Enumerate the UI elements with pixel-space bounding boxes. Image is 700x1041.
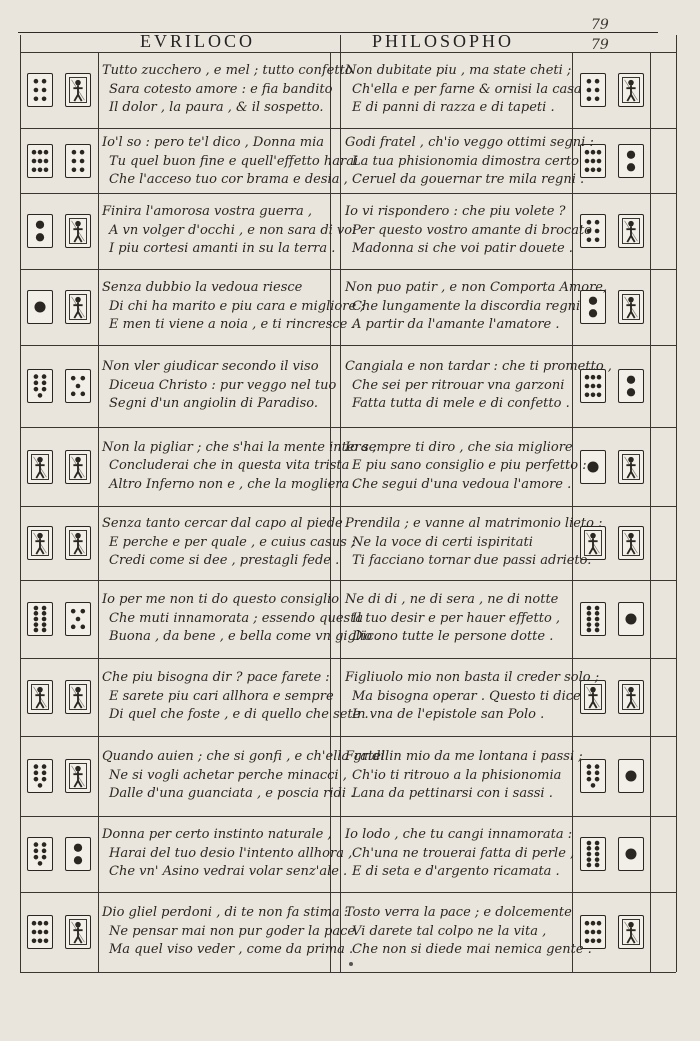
dice-pips-icon: [619, 760, 643, 792]
left-card-1-figure-icon: [27, 526, 53, 560]
verse-line: Che muti innamorata ; essendo questa: [109, 610, 364, 626]
verse-line: A vn volger d'occhi , e non sara di voi: [109, 222, 357, 238]
dice-pips-icon: [581, 74, 605, 106]
verse-line: Io sempre ti diro , che sia migliore: [345, 439, 573, 455]
right-stanza: [345, 904, 592, 960]
page-footer-mark: [349, 962, 353, 966]
verse-line: A partir da l'amante l'amatore .: [352, 317, 560, 332]
verse-line: Donna per certo instinto naturale ,: [102, 827, 332, 842]
verse-line: Che lungamente la discordia regni: [352, 298, 581, 314]
verse-line: Il tuo desir e per hauer effetto ,: [352, 610, 561, 626]
figure-icon: [66, 760, 90, 792]
dice-pips-icon: [28, 370, 52, 402]
left-stanza: [102, 134, 358, 190]
figure-icon: [28, 527, 52, 559]
verse-line: Vi darete tal colpo ne la vita ,: [352, 923, 547, 939]
dice-pips-icon: [28, 291, 52, 323]
verse-line: Ch'io ti ritrouo a la phisionomia: [352, 767, 562, 783]
figure-icon: [619, 74, 643, 106]
dice-pips-icon: [581, 603, 605, 635]
verse-line: Il dolor , la paura , & il sospetto.: [109, 100, 324, 115]
right-stanza: [345, 515, 602, 571]
verse-line: Che segui d'una vedoua l'amore .: [352, 476, 572, 492]
verse-line: Ma bisogna operar . Questo ti dice: [352, 688, 581, 704]
right-card-1-dice-icon: [580, 759, 606, 793]
right-stanza: [345, 358, 612, 414]
figure-icon: [619, 291, 643, 323]
figure-icon: [66, 215, 90, 247]
right-stanza: [345, 203, 592, 259]
column-rule: [98, 52, 99, 972]
figure-icon: [66, 451, 90, 483]
left-card-1-dice-icon: [27, 73, 53, 107]
verse-line: Non la pigliar ; che s'hai la mente intera ;: [102, 439, 378, 455]
right-card-2-figure-icon: [618, 680, 644, 714]
dice-pips-icon: [28, 145, 52, 177]
verse-line: Harai del tuo desio l'intento allhora ,: [109, 845, 353, 861]
verse-line: Godi fratel , ch'io veggo ottimi segni :: [345, 135, 594, 150]
figure-icon: [619, 527, 643, 559]
right-card-2-dice-icon: [618, 144, 644, 178]
dice-pips-icon: [28, 215, 52, 247]
right-card-1-dice-icon: [580, 837, 606, 871]
dice-pips-icon: [66, 145, 90, 177]
verse-line: Non puo patir , e non Comporta Amore,: [345, 280, 608, 295]
dice-pips-icon: [619, 145, 643, 177]
left-card-1-figure-icon: [27, 680, 53, 714]
verse-line: Io'l so : pero te'l dico , Donna mia: [102, 135, 325, 150]
dice-pips-icon: [28, 74, 52, 106]
figure-icon: [66, 291, 90, 323]
left-stanza: [102, 748, 385, 804]
right-stanza: [345, 134, 594, 190]
verse-line: Buona , da bene , e bella come vn giglio .: [109, 629, 381, 644]
column-rule: [650, 52, 651, 972]
left-stanza: [102, 669, 369, 725]
verse-line: Dalle d'una guanciata , e poscia ridi .: [109, 786, 355, 801]
left-card-1-dice-icon: [27, 759, 53, 793]
left-card-2-figure-icon: [65, 526, 91, 560]
right-card-2-figure-icon: [618, 73, 644, 107]
dice-pips-icon: [28, 838, 52, 870]
verse-line: Senza tanto cercar dal capo al piede: [102, 516, 343, 531]
left-card-2-dice-icon: [65, 369, 91, 403]
verse-line: Cangiala e non tardar : che ti prometto ,: [345, 359, 612, 374]
left-card-1-dice-icon: [27, 144, 53, 178]
column-rule: [676, 35, 677, 972]
right-card-1-dice-icon: [580, 73, 606, 107]
row-rule: [20, 972, 676, 973]
row-rule: [20, 506, 676, 507]
verse-line: Ch'una ne trouerai fatta di perle ,: [352, 845, 575, 861]
verse-line: Tutto zucchero , e mel ; tutto confetto: [102, 63, 353, 78]
verse-line: E men ti viene a noia , e ti rincresce .: [109, 317, 356, 332]
left-stanza: [102, 62, 353, 118]
left-stanza: [102, 904, 355, 960]
row-rule: [20, 128, 676, 129]
right-card-2-dice-icon: [618, 602, 644, 636]
verse-line: Ma quel viso veder , come da prima .: [109, 942, 354, 957]
left-card-2-dice-icon: [65, 144, 91, 178]
left-card-2-figure-icon: [65, 759, 91, 793]
verse-line: Diceua Christo : pur veggo nel tuo: [109, 377, 337, 393]
row-rule: [20, 816, 676, 817]
left-card-2-figure-icon: [65, 680, 91, 714]
left-card-1-dice-icon: [27, 915, 53, 949]
verse-line: Che non si diede mai nemica gente .: [352, 942, 592, 957]
verse-line: Figliuolo mio non basta il creder solo ;: [345, 670, 600, 685]
dice-pips-icon: [619, 838, 643, 870]
left-card-1-dice-icon: [27, 837, 53, 871]
left-card-2-figure-icon: [65, 214, 91, 248]
verse-line: Ne si vogli achetar perche minacci ,: [109, 767, 347, 783]
verse-line: Io vi rispondero : che piu volete ?: [345, 204, 566, 219]
row-rule: [20, 892, 676, 893]
figure-icon: [66, 74, 90, 106]
figure-icon: [66, 916, 90, 948]
verse-line: La tua phisionomia dimostra certo: [352, 153, 579, 169]
verse-line: Fratellin mio da me lontana i passi ;: [345, 749, 583, 764]
left-card-2-dice-icon: [65, 837, 91, 871]
verse-line: E perche e per quale , e cuius casus ;: [109, 534, 356, 550]
row-rule: [20, 52, 676, 53]
verse-line: Tu quel buon fine e quell'effetto harai: [109, 153, 359, 169]
figure-icon: [619, 215, 643, 247]
verse-line: Io lodo , che tu cangi innamorata :: [345, 827, 573, 842]
verse-line: Che vn' Asino vedrai volar senz'ale .: [109, 864, 348, 879]
right-card-2-figure-icon: [618, 526, 644, 560]
figure-icon: [28, 451, 52, 483]
verse-line: Altro Inferno non e , che la mogliera .: [109, 476, 358, 492]
right-card-2-dice-icon: [618, 837, 644, 871]
verse-line: Madonna si che voi patir douete .: [352, 241, 573, 256]
verse-line: Ceruel da gouernar tre mila regni .: [352, 172, 585, 187]
left-card-2-figure-icon: [65, 450, 91, 484]
right-stanza: [345, 669, 599, 725]
dice-pips-icon: [28, 603, 52, 635]
dice-pips-icon: [581, 760, 605, 792]
dice-pips-icon: [619, 370, 643, 402]
verse-line: Concluderai che in questa vita trista: [109, 458, 350, 473]
dice-pips-icon: [619, 603, 643, 635]
figure-icon: [619, 916, 643, 948]
verse-line: Ne pensar mai non pur goder la pace: [109, 923, 356, 939]
verse-line: Dio gliel perdoni , di te non fa stima :: [102, 905, 349, 920]
verse-line: Che l'acceso tuo cor brama e desia ,: [109, 172, 348, 187]
right-card-2-figure-icon: [618, 290, 644, 324]
right-stanza: [345, 439, 587, 495]
running-header-left: EVRILOCO: [140, 31, 255, 51]
dice-pips-icon: [581, 838, 605, 870]
left-card-1-dice-icon: [27, 602, 53, 636]
running-header-right: PHILOSOPHO: [372, 31, 515, 51]
left-stanza: [102, 591, 380, 647]
right-card-2-figure-icon: [618, 915, 644, 949]
verse-line: E di seta e d'argento ricamata .: [352, 864, 560, 879]
left-stanza: [102, 439, 377, 495]
verse-line: Segni d'un angiolin di Paradiso.: [109, 396, 318, 411]
header-rule: [18, 32, 658, 33]
dice-pips-icon: [66, 603, 90, 635]
verse-line: Di quel che foste , e di quello che sete .: [109, 707, 369, 722]
left-card-1-figure-icon: [27, 450, 53, 484]
right-stanza: [345, 748, 583, 804]
row-rule: [20, 427, 676, 428]
verse-line: Senza dubbio la vedoua riesce: [102, 280, 303, 295]
right-card-2-figure-icon: [618, 214, 644, 248]
left-card-2-dice-icon: [65, 602, 91, 636]
left-stanza: [102, 279, 365, 335]
left-card-1-dice-icon: [27, 369, 53, 403]
left-stanza: [102, 358, 336, 414]
verse-line: Ne la voce di certi ispiritati: [352, 534, 533, 550]
left-stanza: [102, 515, 355, 571]
right-card-1-dice-icon: [580, 602, 606, 636]
right-stanza: [345, 62, 582, 118]
verse-line: E sarete piu cari allhora e sempre: [109, 688, 334, 704]
figure-icon: [28, 681, 52, 713]
verse-line: Credi come si dee , prestagli fede .: [109, 553, 340, 568]
verse-line: I piu cortesi amanti in su la terra .: [109, 241, 336, 256]
left-stanza: [102, 826, 352, 882]
verse-line: Quando auien ; che si gonfi , e ch'ella gridi: [102, 749, 385, 764]
verse-line: In vna de l'epistole san Polo .: [352, 707, 545, 722]
row-rule: [20, 736, 676, 737]
verse-line: Non vler giudicar secondo il viso: [102, 359, 319, 374]
verse-line: Dicono tutte le persone dotte .: [352, 629, 554, 644]
row-rule: [20, 269, 676, 270]
column-rule: [20, 35, 21, 972]
right-stanza: [345, 279, 607, 335]
right-stanza: [345, 826, 574, 882]
page-number: 79: [591, 17, 609, 33]
row-rule: [20, 193, 676, 194]
verse-line: Fatta tutta di mele e di confetto .: [352, 396, 570, 411]
dice-pips-icon: [66, 370, 90, 402]
verse-line: Lana da pettinarsi con i sassi .: [352, 786, 553, 801]
left-card-2-figure-icon: [65, 915, 91, 949]
right-card-2-figure-icon: [618, 450, 644, 484]
verse-line: Di chi ha marito e piu cara e migliore ;: [109, 298, 365, 314]
row-rule: [20, 345, 676, 346]
verse-line: E di panni di razza e di tapeti .: [352, 100, 555, 115]
left-card-1-dice-icon: [27, 214, 53, 248]
verse-line: Per questo vostro amante di brocato: [352, 222, 592, 238]
verse-line: Tosto verra la pace ; e dolcemente: [345, 905, 572, 920]
dice-pips-icon: [66, 838, 90, 870]
verse-line: Ti facciano tornar due passi adrieto.: [352, 553, 592, 568]
verse-line: Che piu bisogna dir ? pace farete :: [102, 670, 330, 685]
verse-line: Io per me non ti do questo consiglio: [102, 592, 340, 607]
verse-line: E piu sano consiglio e piu perfetto :: [352, 458, 587, 473]
figure-icon: [66, 681, 90, 713]
left-card-1-dice-icon: [27, 290, 53, 324]
left-stanza: [102, 203, 356, 259]
figure-icon: [66, 527, 90, 559]
verse-line: Non dubitate piu , ma state cheti ;: [345, 63, 572, 78]
right-card-2-dice-icon: [618, 369, 644, 403]
row-rule: [20, 580, 676, 581]
verse-line: Ne di di , ne di sera , ne di notte: [345, 592, 559, 607]
verse-line: Prendila ; e vanne al matrimonio lieto :: [345, 516, 603, 531]
right-card-2-dice-icon: [618, 759, 644, 793]
verse-line: Ch'ella e per farne & ornisi la casa: [352, 81, 582, 97]
dice-pips-icon: [28, 760, 52, 792]
right-stanza: [345, 591, 560, 647]
verse-line: Finira l'amorosa vostra guerra ,: [102, 204, 313, 219]
verse-line: Sara cotesto amore : e fia bandito: [109, 81, 333, 97]
figure-icon: [619, 681, 643, 713]
left-card-2-figure-icon: [65, 290, 91, 324]
row-rule: [20, 658, 676, 659]
left-card-2-figure-icon: [65, 73, 91, 107]
figure-icon: [619, 451, 643, 483]
dice-pips-icon: [28, 916, 52, 948]
verse-line: Che sei per ritrouar vna garzoni: [352, 377, 565, 393]
page-number-repeat: 79: [591, 37, 609, 53]
